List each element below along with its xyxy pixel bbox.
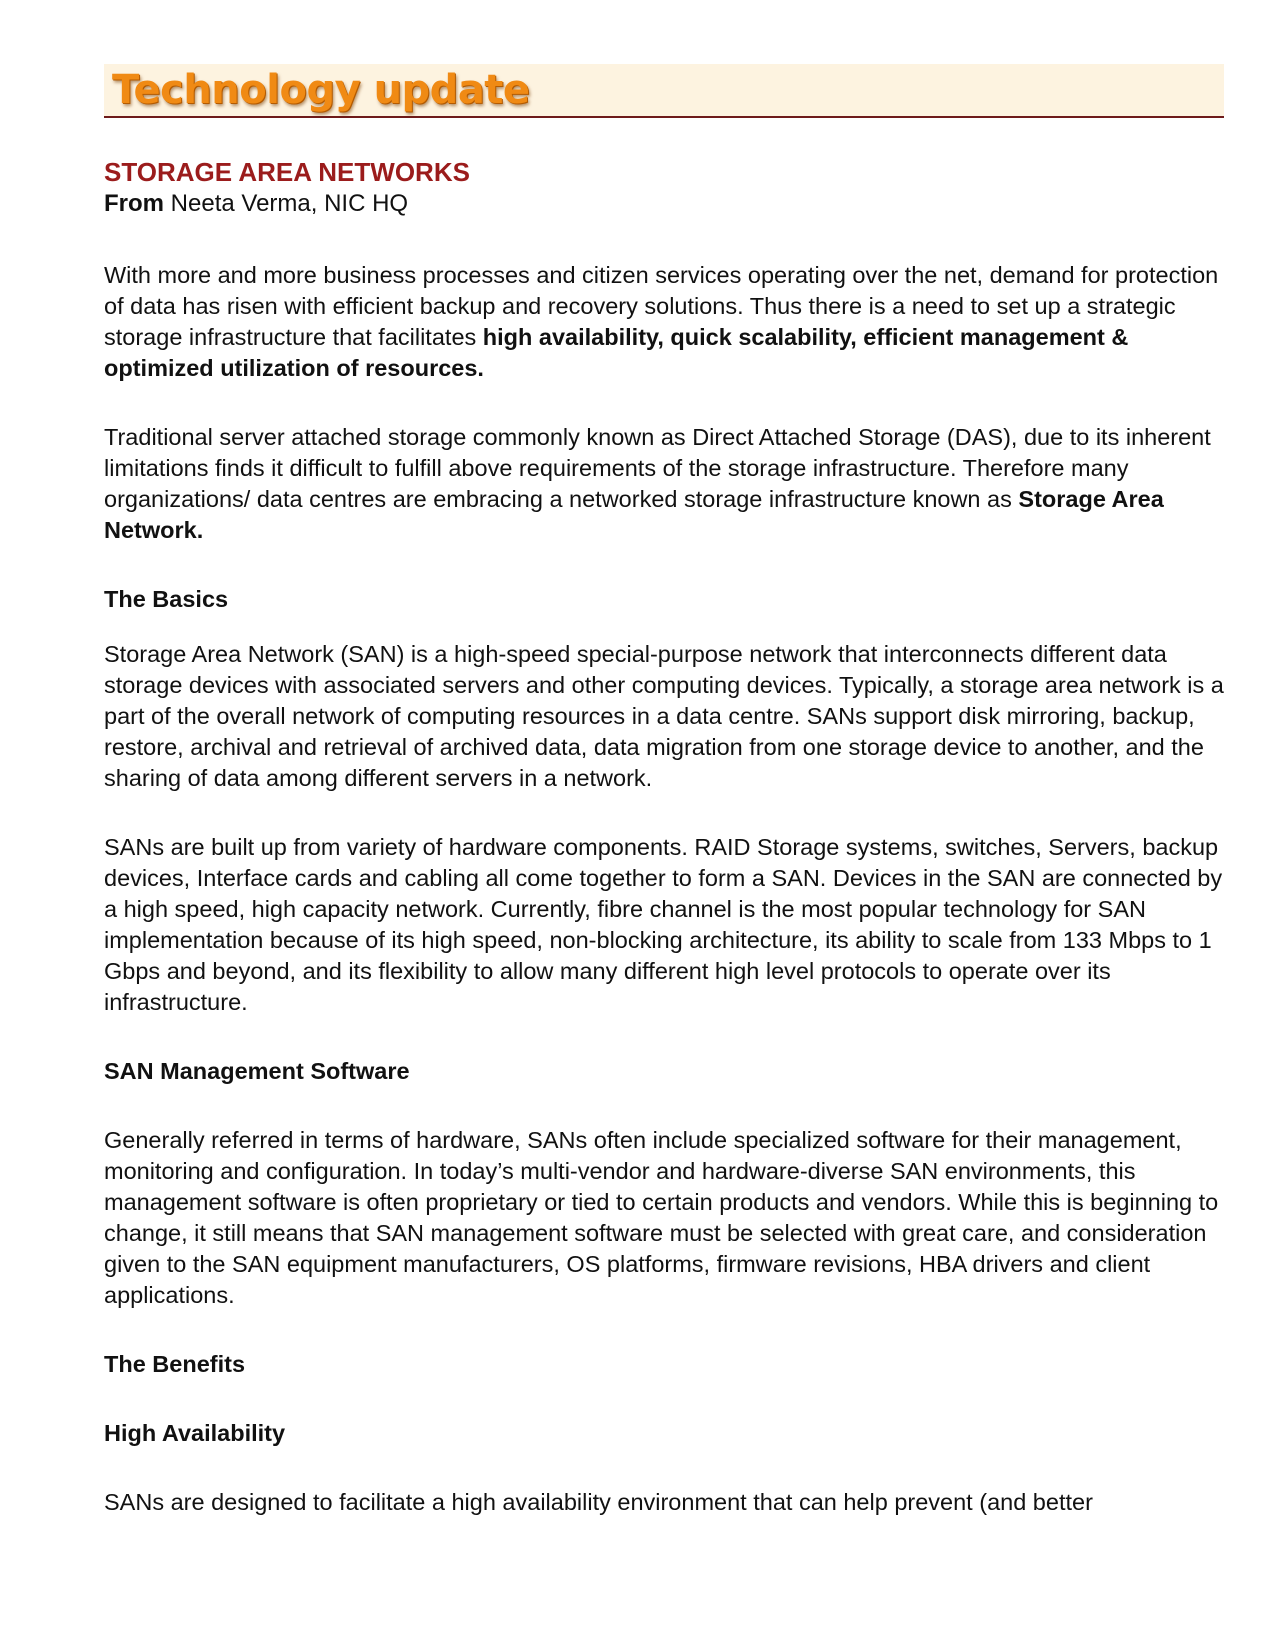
basics-paragraph-1: Storage Area Network (SAN) is a high-speed special-purpose network that interconnects different data storage devices with associated servers and other computing devices. Typically, a storage area network is a part of the overall network of computing resources in a data centre. SANs support disk mirroring, backup, restore, archival and retrieval of archived data, data migration from one storage device to another, and the sharing of data among different servers in a network. (104, 641, 1224, 791)
article-title: STORAGE AREA NETWORKS (104, 157, 470, 187)
banner-title: Technology update (112, 67, 530, 113)
section-banner (104, 64, 1224, 118)
benefits-heading: The Benefits (104, 1351, 246, 1377)
basics-paragraph-2: SANs are built up from variety of hardware components. RAID Storage systems, switches, Servers, backup devices, Interface cards and cabling all come together to form a SAN. Devices in the SAN are connected by a high speed, high capacity network. Currently, fibre channel is the most popular technology for SAN implementation because of its high speed, non-blocking architecture, its ability to scale from 133 Mbps to 1 Gbps and beyond, and its flexibility to allow many different high level protocols to operate over its infrastructure. (104, 834, 1223, 1015)
availability-paragraph-1: SANs are designed to facilitate a high availability environment that can help prevent (and better (104, 1489, 1093, 1515)
intro-paragraph-1-bold: high availability, quick scalability, efficient management & optimized utilization of resources. (104, 324, 1129, 381)
intro-paragraph-2-bold: Storage Area Network. (104, 486, 1164, 543)
byline-prefix: From (104, 190, 164, 217)
basics-heading: The Basics (104, 586, 229, 612)
intro-paragraph-1-text: With more and more business processes and citizen services operating over the net, demand for protection of data has risen with efficient backup and recovery solutions. Thus there is a need to set up a strategic storage infrastructure that facilitates (104, 262, 1219, 350)
document-page (104, 64, 1224, 1518)
software-heading: SAN Management Software (104, 1058, 410, 1084)
intro-paragraph-1 (104, 260, 1224, 384)
intro-paragraph-2 (104, 422, 1224, 546)
software-paragraph-1: Generally referred in terms of hardware, SANs often include specialized software for their management, monitoring and configuration. In today’s multi-vendor and hardware-diverse SAN environments, this management software is often proprietary or tied to certain products and vendors. While this is beginning to change, it still means that SAN management software must be selected with great care, and consideration given to the SAN equipment manufacturers, OS platforms, firmware revisions, HBA drivers and client applications. (104, 1127, 1219, 1308)
byline (104, 188, 1224, 220)
byline-author: Neeta Verma, NIC HQ (170, 190, 409, 217)
availability-heading: High Availability (104, 1420, 286, 1446)
intro-paragraph-2-text: Traditional server attached storage commonly known as Direct Attached Storage (DAS), due to its inherent limitations finds it difficult to fulfill above requirements of the storage infrastructure. Therefore many organizations/ data centres are embracing a networked storage infrastructure known as (104, 424, 1211, 512)
